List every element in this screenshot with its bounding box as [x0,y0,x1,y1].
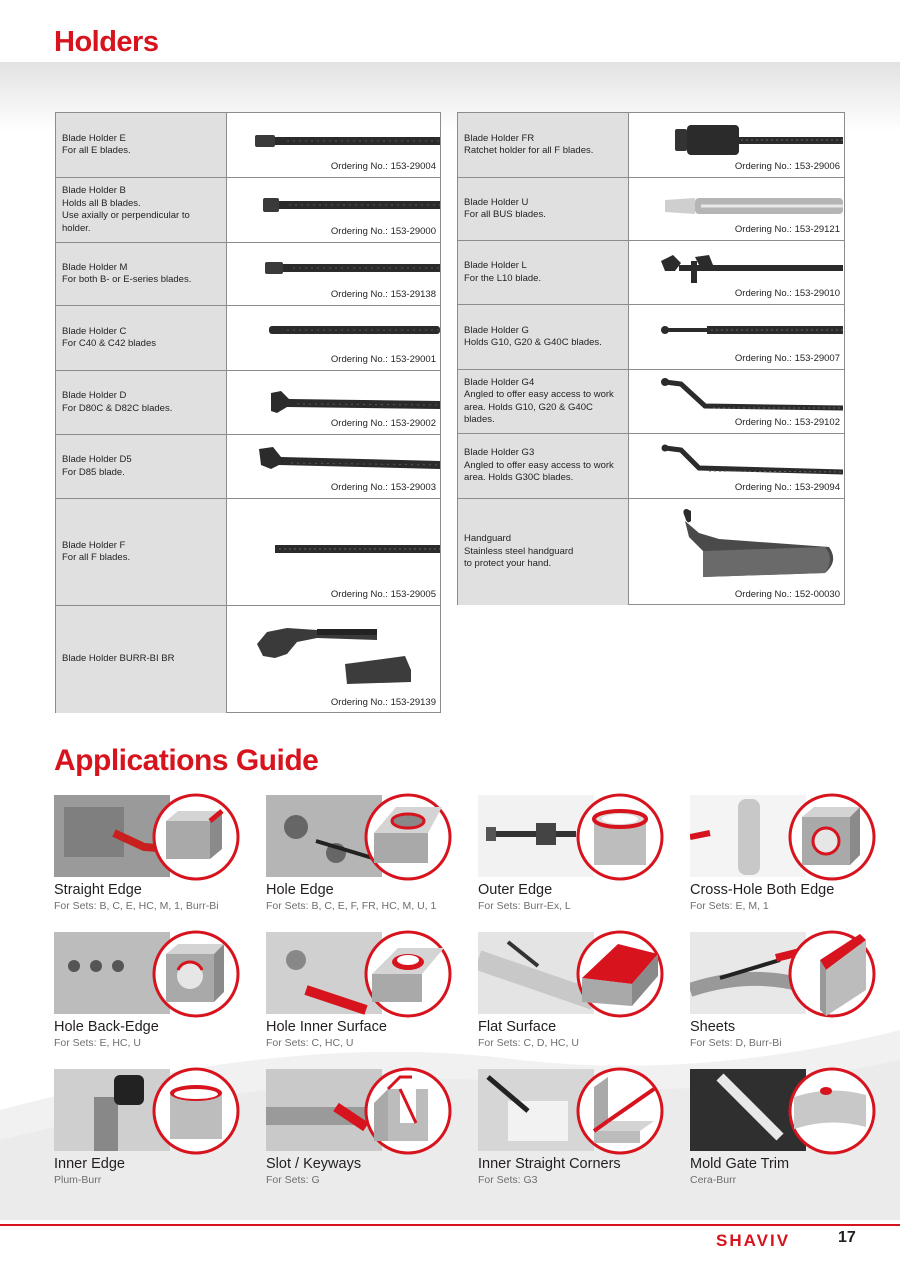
ordering-number: Ordering No.: 152-00030 [734,589,840,600]
logo-text: SHAVIV [716,1231,791,1250]
app-sets: For Sets: C, D, HC, U [478,1037,579,1049]
holder-name: Blade Holder C [62,325,127,337]
holder-name: Handguard [464,533,512,545]
table-row [56,435,440,499]
table-row [458,434,844,499]
holder-description-2: area. Holds G30C blades. [464,472,574,484]
holder-description-2: to protect your hand. [464,558,552,570]
app-image [54,930,254,1020]
table-row [458,241,844,305]
table-row [56,499,440,606]
holder-desc [458,178,629,240]
holder-image [227,371,440,434]
holder-image [629,370,844,433]
app-image [266,930,466,1020]
holder-description-2: Use axially or perpendicular to holder. [62,210,190,234]
ordering-number: Ordering No.: 153-29002 [330,418,436,429]
holder-description: For the L10 blade. [464,272,542,284]
holder-description: For D85 blade. [62,466,125,478]
holder-name: Blade Holder E [62,132,126,144]
holder-image [227,243,440,305]
app-outer-edge [478,793,678,918]
ordering-number: Ordering No.: 153-29010 [734,288,840,299]
ordering-number: Ordering No.: 153-29121 [734,224,840,235]
holder-description: Angled to offer easy access to work [464,389,614,400]
holder-description: For all F blades. [62,552,131,563]
app-name: Inner Edge [54,1156,125,1172]
table-row [458,113,844,178]
holder-desc [56,371,227,434]
app-sets: For Sets: G3 [478,1174,538,1186]
holder-desc [56,435,227,498]
table-row [56,306,440,371]
app-name: Hole Inner Surface [266,1019,387,1035]
app-image [690,930,890,1020]
holder-desc [56,306,227,370]
holder-name: Blade Holder FR [464,132,535,144]
app-name: Straight Edge [54,882,142,898]
ordering-number: Ordering No.: 153-29007 [734,353,840,364]
holder-desc [458,305,629,369]
holder-desc [56,113,227,177]
app-image [478,930,678,1020]
app-inner-edge [54,1067,254,1192]
ordering-number: Ordering No.: 153-29139 [330,697,436,708]
table-row [56,113,440,178]
app-slot-keyways [266,1067,466,1192]
holder-image [629,113,844,177]
app-image [266,1067,466,1157]
app-sets: For Sets: E, HC, U [54,1037,141,1049]
ordering-number: Ordering No.: 153-29138 [330,289,436,300]
ordering-number: Ordering No.: 153-29005 [330,589,436,600]
app-name: Cross-Hole Both Edge [690,882,835,898]
holder-desc [56,243,227,305]
ordering-number: Ordering No.: 153-29094 [734,482,840,493]
holder-name: Blade Holder B [62,185,126,196]
table-row [458,499,844,605]
holder-desc [458,499,629,605]
holder-description: For D80C & D82C blades. [62,402,173,414]
holder-image [629,178,844,240]
app-hole-inner-surface [266,930,466,1055]
app-image [478,793,678,883]
ordering-number: Ordering No.: 153-29001 [330,354,436,365]
app-sets: For Sets: B, C, E, F, FR, HC, M, U, 1 [266,900,437,912]
app-name: Mold Gate Trim [690,1156,790,1172]
holder-image [629,499,844,605]
app-straight-edge [54,793,254,918]
page-number: 17 [838,1229,856,1246]
holder-name: Blade Holder M [62,261,128,273]
holder-desc [458,434,629,498]
shaviv-logo [716,1230,828,1250]
app-image [54,1067,254,1157]
table-row [458,178,844,241]
holder-name: Blade Holder D [62,390,127,401]
holder-desc [56,606,227,713]
holder-description: For all E blades. [62,145,131,156]
holder-desc [458,241,629,304]
holder-image [629,434,844,498]
app-name: Sheets [690,1019,736,1035]
holder-name: Blade Holder F [62,539,126,551]
app-sets: Cera-Burr [690,1174,737,1186]
holder-image [227,499,440,605]
holder-image [227,435,440,498]
holder-name: Blade Holder U [464,196,529,208]
app-image [478,1067,678,1157]
app-sets: For Sets: B, C, E, HC, M, 1, Burr-Bi [54,900,219,912]
app-name: Flat Surface [478,1019,557,1035]
table-row [56,243,440,306]
holder-name: Blade Holder BURR-BI BR [62,653,175,665]
holders-table-left [55,112,441,713]
app-image [690,793,890,883]
holder-name: Blade Holder G3 [464,447,535,459]
app-sheets [690,930,890,1055]
app-sets: For Sets: Burr-Ex, L [478,900,571,912]
holder-name: Blade Holder G [464,324,529,336]
ordering-number: Ordering No.: 153-29004 [330,161,436,172]
holder-description: Holds all B blades. [62,197,141,209]
holder-image [227,606,440,713]
app-name: Hole Edge [266,882,334,898]
app-sets: For Sets: G [266,1174,320,1186]
handle-nut [255,135,275,147]
holder-image [629,241,844,304]
app-sets: For Sets: C, HC, U [266,1037,354,1049]
table-row [458,370,844,434]
holder-description: For all BUS blades. [464,209,546,220]
page-title: Holders [54,26,159,58]
holders-table-right [457,112,845,605]
holder-image [629,305,844,369]
applications-title: Applications Guide [54,744,319,777]
holder-image [227,178,440,242]
holder-description-2: area. Holds G10, G20 & G40C blades. [464,401,593,425]
table-row [458,305,844,370]
ordering-number: Ordering No.: 153-29006 [734,161,840,172]
holder-description: Ratchet holder for all F blades. [464,145,594,156]
ordering-number: Ordering No.: 153-29102 [734,417,840,428]
app-sets: Plum-Burr [54,1174,102,1186]
app-inner-straight-corners [478,1067,678,1192]
holder-name: Blade Holder D5 [62,454,132,465]
footer-rule [0,1224,900,1226]
app-hole-back-edge [54,930,254,1055]
app-cross-hole-both-edge [690,793,890,918]
app-mold-gate-trim [690,1067,890,1192]
holder-name: Blade Holder G4 [464,376,535,388]
ordering-number: Ordering No.: 153-29003 [330,482,436,493]
holder-image [227,306,440,370]
holder-description: Angled to offer easy access to work [464,459,614,471]
table-row [56,606,440,713]
app-name: Outer Edge [478,882,553,898]
app-flat-surface [478,930,678,1055]
app-image [690,1067,890,1157]
holder-description: Holds G10, G20 & G40C blades. [464,337,602,348]
holder-description: For C40 & C42 blades [62,338,156,349]
ordering-number: Ordering No.: 153-29000 [330,226,436,237]
holder-description: For both B- or E-series blades. [62,274,192,285]
app-name: Slot / Keyways [266,1156,362,1172]
app-name: Inner Straight Corners [478,1156,621,1172]
app-hole-edge [266,793,466,918]
table-row [56,371,440,435]
table-row [56,178,440,243]
app-image [54,793,254,883]
app-sets: For Sets: E, M, 1 [690,900,769,912]
app-sets: For Sets: D, Burr-Bi [690,1037,782,1049]
holder-desc [458,113,629,177]
holder-image [227,113,440,177]
holder-desc [56,499,227,605]
holder-name: Blade Holder L [464,260,527,271]
app-name: Hole Back-Edge [54,1019,159,1035]
app-image [266,793,466,883]
holder-description: Stainless steel handguard [464,545,574,557]
holder-desc [56,178,227,242]
holder-desc [458,370,629,433]
